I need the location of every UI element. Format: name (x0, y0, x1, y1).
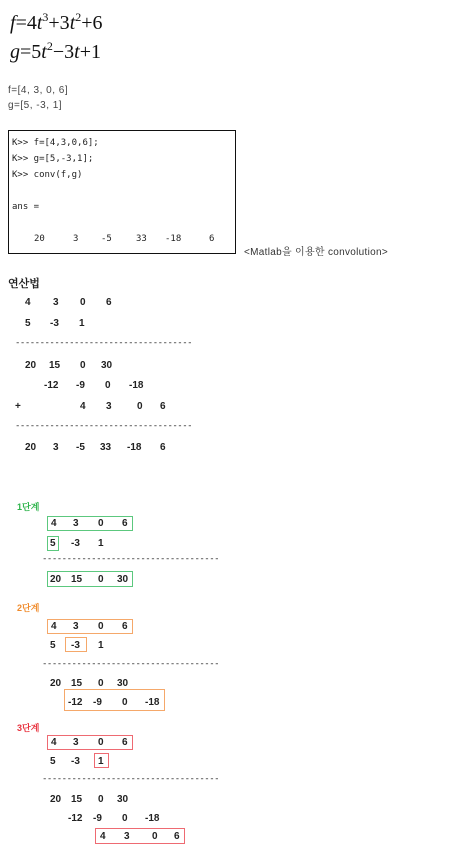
method-partial1-value: 30 (101, 360, 113, 371)
step3-prev2-value: -12 (68, 813, 83, 824)
step1-g-value: -3 (71, 538, 80, 549)
console-result-value: 3 (73, 234, 79, 244)
step3-f-value: 0 (98, 737, 104, 748)
method-g-value: -3 (50, 318, 59, 329)
method-sum-value: -5 (76, 442, 85, 453)
step1-f-value: 6 (122, 518, 128, 529)
step3-g-value: 5 (50, 756, 56, 767)
step3-prev-value: 15 (71, 794, 83, 805)
step1-g-value: 1 (98, 538, 104, 549)
step1-divider: ------------------------------------ (42, 554, 220, 564)
console-result-value: -5 (101, 234, 112, 244)
console-result-value: 6 (209, 234, 215, 244)
method-partial3-value: 0 (137, 401, 143, 412)
step2-prev-value: 20 (50, 678, 62, 689)
step3-prev2-value: -9 (93, 813, 102, 824)
step3-prev2-value: 0 (122, 813, 128, 824)
step1-f-value: 0 (98, 518, 104, 529)
step3-prev-value: 0 (98, 794, 104, 805)
step1-f-highlight (47, 516, 133, 531)
method-g-value: 1 (79, 318, 85, 329)
console-caption: <Matlab을 이용한 convolution> (244, 247, 388, 258)
method-plus-sign: + (15, 401, 21, 412)
method-sum-value: 33 (100, 442, 112, 453)
step3-prev2-value: -18 (145, 813, 160, 824)
step2-g-value: 1 (98, 640, 104, 651)
step2-f-value: 0 (98, 621, 104, 632)
method-partial2-value: -12 (44, 380, 59, 391)
method-sum-value: 20 (25, 442, 37, 453)
console-ans-label: ans = (12, 202, 40, 212)
step2-prev-value: 15 (71, 678, 83, 689)
step1-label: 1단계 (17, 502, 40, 512)
step2-prev-value: 0 (98, 678, 104, 689)
step1-result-value: 20 (50, 574, 62, 585)
method-sum-value: -18 (127, 442, 142, 453)
step2-f-highlight (47, 619, 133, 634)
method-f-value: 4 (25, 297, 31, 308)
method-partial1-value: 15 (49, 360, 61, 371)
method-partial1-value: 20 (25, 360, 37, 371)
method-partial2-value: -18 (129, 380, 144, 391)
method-partial2-value: 0 (105, 380, 111, 391)
step3-f-value: 6 (122, 737, 128, 748)
console-result-value: 33 (136, 234, 147, 244)
console-result-value: 20 (34, 234, 45, 244)
method-partial1-value: 0 (80, 360, 86, 371)
method-f-value: 0 (80, 297, 86, 308)
step3-result-value: 6 (174, 831, 180, 842)
step1-f-value: 3 (73, 518, 79, 529)
step2-result-value: -18 (145, 697, 160, 708)
step3-f-value: 4 (51, 737, 57, 748)
step3-result-highlight (95, 828, 185, 844)
console-line: K>> conv(f,g) (12, 170, 83, 180)
step2-g-value: 5 (50, 640, 56, 651)
step2-f-value: 6 (122, 621, 128, 632)
method-f-value: 6 (106, 297, 112, 308)
step2-f-value: 3 (73, 621, 79, 632)
step3-result-value: 3 (124, 831, 130, 842)
matlab-console (8, 130, 236, 254)
console-line: K>> f=[4,3,0,6]; (12, 138, 99, 148)
method-partial3-value: 3 (106, 401, 112, 412)
step2-result-value: -12 (68, 697, 83, 708)
step1-f-value: 4 (51, 518, 57, 529)
step3-f-value: 3 (73, 737, 79, 748)
step3-prev-value: 20 (50, 794, 62, 805)
step1-result-value: 15 (71, 574, 83, 585)
step3-label: 3단계 (17, 723, 40, 733)
step2-result-value: 0 (122, 697, 128, 708)
step2-g-value: -3 (71, 640, 80, 651)
method-divider: ------------------------------------ (15, 421, 193, 431)
vector-g: g=[5, -3, 1] (8, 100, 63, 111)
vector-f: f=[4, 3, 0, 6] (8, 85, 69, 96)
method-g-value: 5 (25, 318, 31, 329)
step3-g-value: -3 (71, 756, 80, 767)
method-partial3-value: 4 (80, 401, 86, 412)
method-f-value: 3 (53, 297, 59, 308)
method-sum-value: 3 (53, 442, 59, 453)
step1-g-value: 5 (50, 538, 56, 549)
step1-result-value: 30 (117, 574, 129, 585)
step2-f-value: 4 (51, 621, 57, 632)
step3-g-value: 1 (98, 756, 104, 767)
equation-g: $g=5t^2-3t+1$ (10, 39, 101, 63)
method-divider: ------------------------------------ (15, 338, 193, 348)
method-partial2-value: -9 (76, 380, 85, 391)
step2-result-value: -9 (93, 697, 102, 708)
method-partial3-value: 6 (160, 401, 166, 412)
step1-result-value: 0 (98, 574, 104, 585)
step3-divider: ------------------------------------ (42, 774, 220, 784)
step3-prev-value: 30 (117, 794, 129, 805)
step3-f-highlight (47, 735, 133, 750)
console-result-value: -18 (165, 234, 182, 244)
step2-label: 2단계 (17, 603, 40, 613)
step3-result-value: 0 (152, 831, 158, 842)
method-title: 연산법 (8, 278, 40, 290)
method-sum-value: 6 (160, 442, 166, 453)
step2-divider: ------------------------------------ (42, 659, 220, 669)
equation-f: $f=4t^3+3t^2+6$ (10, 10, 103, 34)
console-line: K>> g=[5,-3,1]; (12, 154, 94, 164)
step3-result-value: 4 (100, 831, 106, 842)
step2-prev-value: 30 (117, 678, 129, 689)
